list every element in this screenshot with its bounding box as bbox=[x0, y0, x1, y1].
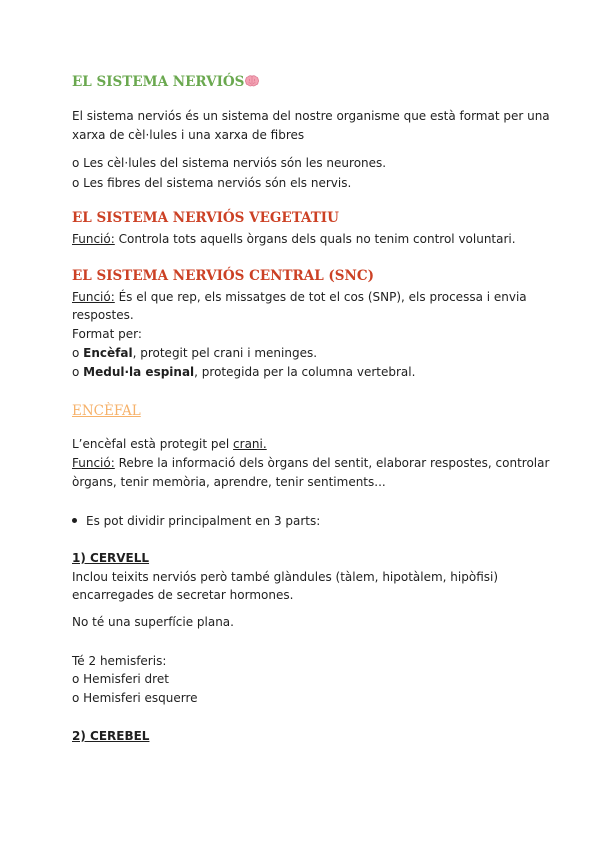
cervell-line-6: o Hemisferi esquerre bbox=[72, 691, 198, 705]
heading-vegetatiu: EL SISTEMA NERVIÓS VEGETATIU bbox=[72, 210, 339, 226]
bullet-dot-icon bbox=[72, 518, 77, 523]
heading-cerebel: 2) CEREBEL bbox=[72, 729, 150, 743]
encefal-underlined: crani. bbox=[233, 437, 267, 451]
heading-encefal: ENCÈFAL bbox=[72, 403, 141, 419]
funcio-label: Funció: bbox=[72, 232, 115, 246]
cervell-line-2: encarregades de secretar hormones. bbox=[72, 588, 294, 602]
encefal-funcio-line-1 bbox=[72, 455, 549, 471]
brain-icon bbox=[245, 75, 259, 87]
funcio-text: Rebre la informació dels òrgans del sentit, elaborar respostes, controlar bbox=[114, 456, 550, 470]
cervell-line-4: Té 2 hemisferis: bbox=[72, 654, 167, 668]
main-title bbox=[72, 73, 259, 91]
list-item: o Les fibres del sistema nerviós són els nervis. bbox=[72, 176, 352, 190]
central-funcio-line-1 bbox=[72, 289, 527, 305]
central-format: Format per: bbox=[72, 327, 142, 341]
item-prefix: o bbox=[72, 365, 84, 379]
intro-line-1: El sistema nerviós és un sistema del nostre organisme que està format per una bbox=[72, 109, 550, 123]
list-item: o Les cèl·lules del sistema nerviós són les neurones. bbox=[72, 156, 387, 170]
central-item-encefal bbox=[72, 345, 317, 361]
item-bold: Medul·la espinal bbox=[83, 365, 195, 379]
encefal-line-1 bbox=[72, 436, 267, 452]
heading-cervell: 1) CERVELL bbox=[72, 551, 150, 565]
cervell-line-3: No té una superfície plana. bbox=[72, 615, 234, 629]
cervell-line-5: o Hemisferi dret bbox=[72, 672, 169, 686]
item-rest: , protegida per la columna vertebral. bbox=[194, 365, 416, 379]
funcio-text: És el que rep, els missatges de tot el cos (SNP), els processa i envia bbox=[114, 290, 527, 304]
heading-central: EL SISTEMA NERVIÓS CENTRAL (SNC) bbox=[72, 268, 375, 284]
bullet-item bbox=[72, 513, 320, 529]
funcio-text: Controla tots aquells òrgans dels quals no tenim control voluntari. bbox=[114, 232, 516, 246]
central-funcio-line-2: respostes. bbox=[72, 308, 134, 322]
encefal-funcio-line-2: òrgans, tenir memòria, aprendre, tenir sentiments... bbox=[72, 475, 386, 489]
item-bold: Encèfal bbox=[83, 346, 133, 360]
item-prefix: o bbox=[72, 346, 84, 360]
encefal-text: L’encèfal està protegit pel bbox=[72, 437, 234, 451]
funcio-label: Funció: bbox=[72, 290, 115, 304]
main-title-text: EL SISTEMA NERVIÓS bbox=[72, 74, 245, 90]
bullet-text: Es pot dividir principalment en 3 parts: bbox=[86, 514, 321, 528]
item-rest: , protegit pel crani i meninges. bbox=[132, 346, 318, 360]
intro-line-2: xarxa de cèl·lules i una xarxa de fibres bbox=[72, 128, 305, 142]
vegetatiu-funcio bbox=[72, 231, 516, 247]
central-item-medulla bbox=[72, 364, 415, 380]
cervell-line-1: Inclou teixits nerviós però també glàndules (tàlem, hipotàlem, hipòfisi) bbox=[72, 570, 499, 584]
funcio-label: Funció: bbox=[72, 456, 115, 470]
